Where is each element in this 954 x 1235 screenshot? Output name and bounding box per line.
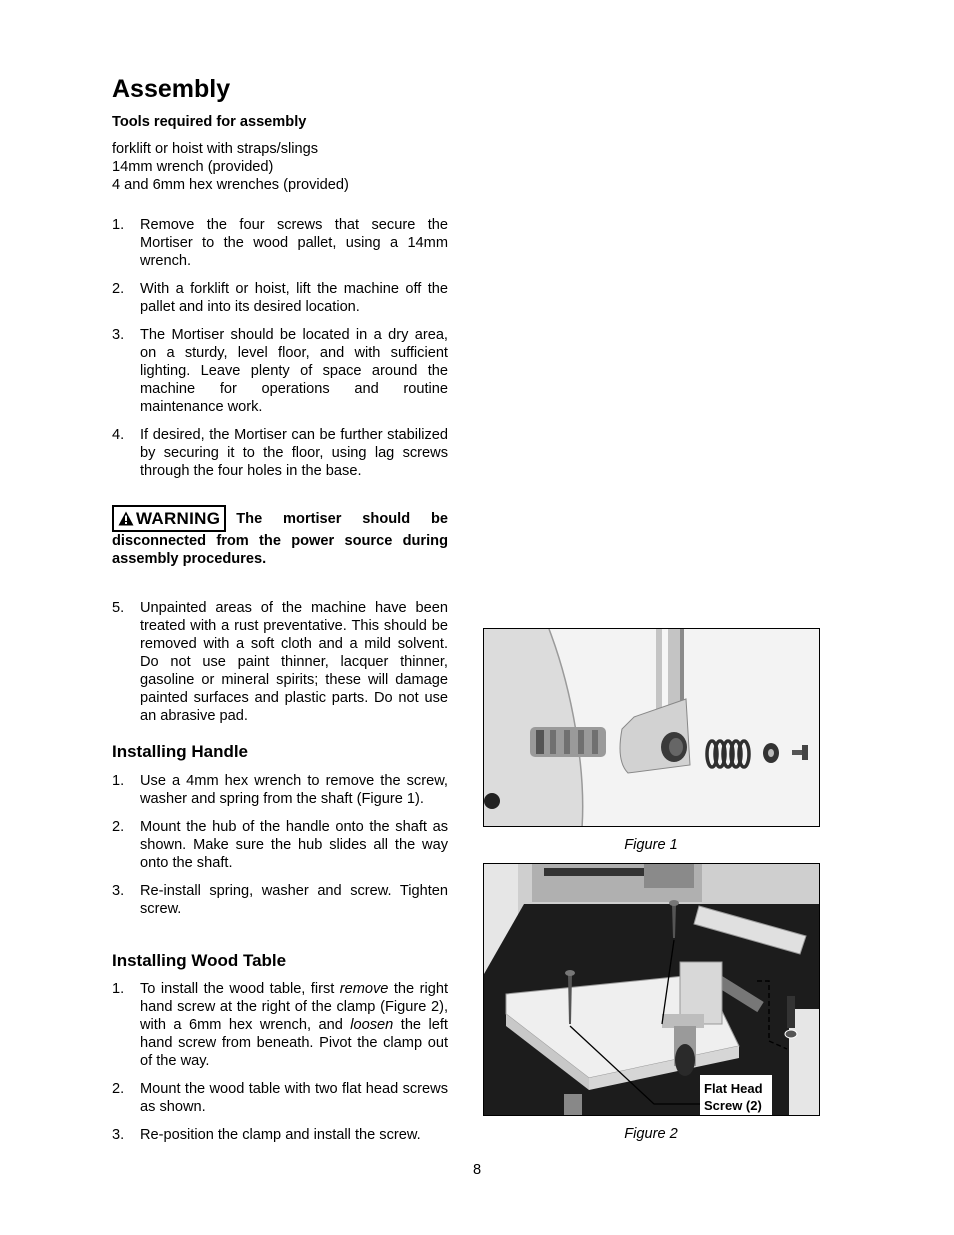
flat-head-screw-label [704,1080,763,1114]
step-text-part: the right hand screw at the right of the clamp (Figure 2), with a 6mm hex wrench, and [140,981,448,1033]
step-number: 2. [112,819,125,835]
tools-list [112,140,349,194]
step-number: 4. [112,427,125,443]
list-item [112,1126,448,1144]
list-item [112,216,448,270]
emphasis-loosen: loosen [350,1017,394,1033]
figure-2-image [483,863,820,1116]
assembly-steps [112,216,448,480]
warning-text: The mortiser should be disconnected from the power source during assembly procedures. [112,511,448,567]
step-number: 1. [112,981,125,997]
list-item [112,882,448,918]
warning-label: WARNING [136,508,221,528]
step-number: 5. [112,600,125,616]
step-text: Mount the hub of the handle onto the shaft as shown. Make sure the hub slides all the way onto the shaft. [140,819,448,871]
list-item [112,426,448,480]
step-number: 2. [112,1081,125,1097]
step-text-part: the left hand screw from beneath. Pivot the clamp out of the way. [140,1017,448,1069]
wood-table-illustration [484,864,820,1116]
label-line: Flat Head [704,1081,763,1096]
step-text: Re-position the clamp and install the screw. [140,1127,421,1143]
tools-heading: Tools required for assembly [112,114,307,130]
handle-steps [112,772,448,918]
step-text: If desired, the Mortiser can be further stabilized by securing it to the floor, using lag screws through the four holes in the base. [140,427,448,479]
tool-item: 4 and 6mm hex wrenches (provided) [112,177,349,193]
step-text: Re-install spring, washer and screw. Tighten screw. [140,883,448,917]
step-text: Use a 4mm hex wrench to remove the screw, washer and spring from the shaft (Figure 1). [140,773,448,807]
section-heading-wood-table: Installing Wood Table [112,951,287,970]
step-number: 2. [112,281,125,297]
label-line: Screw (2) [704,1098,762,1113]
page-number: 8 [472,1162,482,1178]
step-text: With a forklift or hoist, lift the machine off the pallet and into its desired location. [140,281,448,315]
handle-assembly-illustration [484,629,820,827]
figure-1-caption: Figure 1 [624,837,678,853]
step-text: The Mortiser should be located in a dry area, on a sturdy, level floor, and with sufficient lighting. Leave plenty of space around the machine for operations and routine maintenance work. [140,327,448,415]
list-item [112,772,448,808]
step-text: Unpainted areas of the machine have been treated with a rust preventative. This should be removed with a soft cloth and a mild solvent. Do not use paint thinner, lacquer thinner, gasoline or mineral spirits; these will damage painted surfaces and plastic parts. Do not use an abrasive pad. [140,600,448,724]
emphasis-remove: remove [339,981,389,997]
step-number: 3. [112,883,125,899]
warning-note [112,505,448,568]
page-title: Assembly [112,75,231,103]
step-number: 3. [112,327,125,343]
step-text-part: To install the wood table, first [140,981,340,997]
tool-item: 14mm wrench (provided) [112,159,274,175]
list-item [112,599,448,725]
step-text: Mount the wood table with two flat head screws as shown. [140,1081,448,1115]
tool-item: forklift or hoist with straps/slings [112,141,319,157]
step-number: 1. [112,217,125,233]
list-item [112,326,448,416]
warning-triangle-icon [118,511,134,526]
step-number: 3. [112,1127,125,1143]
list-item [112,818,448,872]
list-item [112,980,448,1070]
assembly-step-5 [112,599,448,725]
step-text: Remove the four screws that secure the Mortiser to the wood pallet, using a 14mm wrench. [140,217,448,269]
step-text [140,980,448,1070]
warning-badge [112,505,226,532]
figure-2-caption: Figure 2 [624,1126,678,1142]
list-item [112,280,448,316]
figure-1-image [483,628,820,827]
list-item [112,1080,448,1116]
step-number: 1. [112,773,125,789]
table-steps [112,980,448,1144]
section-heading-handle: Installing Handle [112,742,249,761]
